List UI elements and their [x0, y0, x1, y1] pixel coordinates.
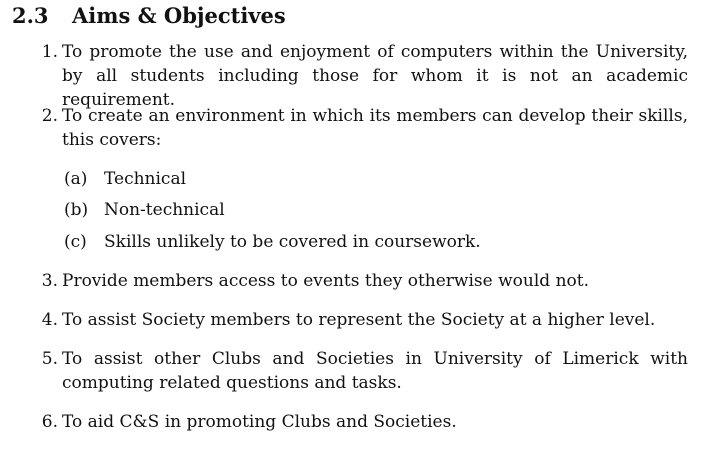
sub-item-marker: (a) — [64, 169, 88, 189]
list-item-text: Provide members access to events they otherwise would not. — [62, 271, 589, 291]
list-item-text: To assist Society members to represent the Society at a higher level. — [62, 310, 656, 330]
sub-item-text: Non-technical — [104, 200, 225, 220]
list-item-marker: 6. — [41, 412, 58, 432]
list-item-marker: 3. — [41, 271, 58, 291]
section-title: Aims & Objectives — [72, 3, 286, 28]
list-item-2 — [36, 104, 688, 152]
section-heading — [12, 2, 286, 30]
list-item-1 — [36, 40, 688, 112]
list-item-text: To promote the use and enjoyment of computers within the University, by all students including those for whom it is not an academic requirement. — [62, 42, 688, 110]
sub-item-text: Skills unlikely to be covered in coursework. — [104, 232, 481, 252]
list-item-text: To create an environment in which its members can develop their skills, this covers: — [62, 106, 688, 150]
list-item-6 — [36, 410, 688, 434]
list-item-3 — [36, 269, 688, 293]
list-item-5 — [36, 347, 688, 395]
sub-item-a — [64, 167, 186, 191]
list-item-marker: 2. — [41, 106, 58, 126]
list-item-4 — [36, 308, 688, 332]
sub-item-c — [64, 230, 481, 254]
section-number: 2.3 — [12, 3, 49, 28]
sub-item-text: Technical — [104, 169, 187, 189]
sub-item-marker: (c) — [64, 232, 87, 252]
sub-item-b — [64, 198, 225, 222]
list-item-marker: 5. — [41, 349, 58, 369]
list-item-text: To assist other Clubs and Societies in University of Limerick with computing related questions and tasks. — [62, 349, 688, 393]
list-item-marker: 4. — [41, 310, 58, 330]
list-item-text: To aid C&S in promoting Clubs and Societies. — [62, 412, 457, 432]
list-item-marker: 1. — [41, 42, 58, 62]
sub-item-marker: (b) — [64, 200, 89, 220]
